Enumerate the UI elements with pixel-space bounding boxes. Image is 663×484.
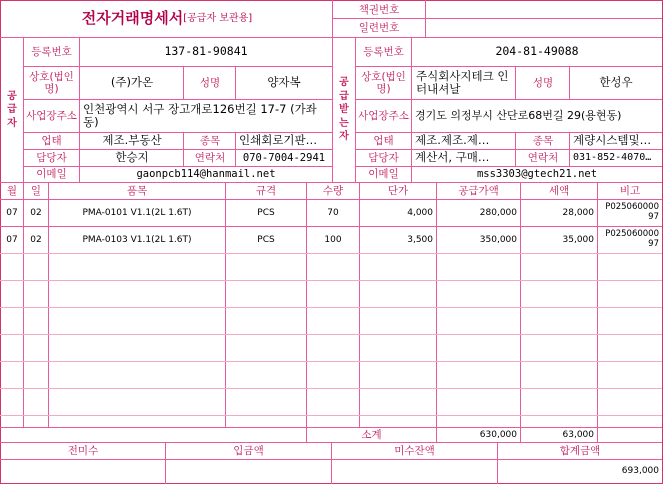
grid-line [569,66,570,99]
receiver-name-label: 성명 [532,76,554,89]
supplier-phone: 070-7004-2941 [242,151,326,164]
grid-line [355,132,662,133]
receiver-company: 주식회사지테크 인터내셔날 [416,68,509,96]
supplier-contact-label: 담당자 [36,151,67,164]
supplier-business-item-label: 종목 [199,134,221,147]
item-spec: PCS [257,207,275,218]
grid-line [235,132,236,166]
grid-line [0,459,662,460]
col-header-day: 일 [30,184,42,197]
grid-line [0,37,662,38]
item-qty: 70 [327,207,339,218]
subtotal-label: 소계 [361,428,382,441]
col-header-spec: 규격 [255,184,277,197]
item-tax: 35,000 [562,234,594,245]
receiver-reg-no-label: 등록번호 [363,45,404,58]
receiver-email[interactable]: mss3303@gtech21.net [476,168,598,181]
supplier-business-item: 인쇄회로기판… [239,133,318,148]
item-day: 02 [30,207,42,218]
grid-line [355,166,662,167]
receiver-business-type: 제조.제조.제… [415,133,490,148]
grid-line [355,66,662,67]
grid-line [0,199,662,200]
grid-line [0,280,662,281]
grid-line [497,442,498,484]
col-header-unit-price: 단가 [387,184,409,197]
receiver-phone-label: 연락처 [527,151,559,164]
supplier-name: 양자복 [267,75,301,90]
supplier-email-label: 이메일 [36,168,67,181]
grid-line [165,442,166,484]
grid-line [23,37,24,182]
grid-line [332,18,662,19]
grid-line [23,166,332,167]
grid-line [331,442,332,484]
footer-unpaid-balance-label: 미수잔액 [394,444,435,457]
grid-line [597,182,598,428]
grid-line [515,66,516,99]
grid-line [79,37,80,182]
grid-line [0,182,662,183]
col-header-qty: 수량 [322,184,344,197]
grid-line [183,66,184,99]
grid-line [0,334,662,335]
grid-line [235,66,236,99]
subtotal-supply: 630,000 [479,429,517,440]
serial-no-label: 일련번호 [358,21,400,34]
supplier-name-label: 성명 [199,76,221,89]
grid-line [0,307,662,308]
supplier-email[interactable]: gaonpcb114@hanmail.net [136,168,276,181]
item-note: P025060000 97 [605,202,659,222]
grid-line [225,182,226,428]
supplier-side-label: 공 급 자 [7,90,17,129]
supplier-company-label: 상호(법인명) [29,70,74,95]
supplier-company: (주)가온 [110,75,154,90]
receiver-phone: 031-852-4070… [573,152,652,164]
item-qty: 100 [324,234,342,245]
item-note: P025060000 97 [605,229,659,249]
supplier-address: 인천광역시 서구 장고개로126번길 17-7 (가좌동) [83,101,317,129]
item-name: PMA-0101 V1.1(2L 1.6T) [82,207,192,218]
item-month: 07 [6,207,18,218]
grid-line [355,149,662,150]
grid-line [306,427,307,442]
grid-line [436,182,437,428]
grid-line [0,427,662,428]
footer-deposit-label: 입금액 [233,444,264,457]
grid-line [569,132,570,166]
col-header-month: 월 [6,184,18,197]
grid-line [359,182,360,428]
grid-line [355,99,662,100]
grid-line [520,427,521,442]
receiver-name: 한성우 [599,75,633,90]
supplier-phone-label: 연락처 [194,151,226,164]
grid-line [0,388,662,389]
footer-total-label: 합계금액 [559,444,601,457]
receiver-side-label: 공 급 받 는 자 [339,77,349,143]
grid-line [48,182,49,428]
grid-line [597,427,598,442]
document-title [1,1,333,37]
item-supply: 280,000 [479,207,517,218]
supplier-address-label: 사업장주소 [26,109,77,122]
grid-line [23,99,332,100]
receiver-address: 경기도 의정부시 산단로68번길 29(용현동) [415,108,622,122]
item-day: 02 [30,234,42,245]
receiver-contact-label: 담당자 [368,151,399,164]
title-main: 전자거래명세서 [81,9,184,28]
supplier-contact-person: 한승지 [115,150,149,165]
footer-prev-unpaid-label: 전미수 [67,444,99,457]
supplier-reg-no-label: 등록번호 [31,45,72,58]
col-header-item: 품목 [126,184,148,197]
grid-line [0,253,662,254]
title-sub: [공급자 보관용] [183,13,253,25]
subtotal-tax: 63,000 [562,429,594,440]
item-supply: 350,000 [479,234,517,245]
receiver-contact-person: 계산서, 구매… [415,150,490,165]
supplier-reg-no: 137-81-90841 [164,44,248,59]
grid-line [411,37,412,182]
grid-line [355,37,356,182]
item-tax: 28,000 [562,207,594,218]
col-header-note: 비고 [619,184,641,197]
grid-line [520,182,521,428]
receiver-reg-no: 204-81-49088 [495,44,579,59]
receiver-email-label: 이메일 [368,168,399,181]
grid-line [0,361,662,362]
receiver-company-label: 상호(법인명) [361,70,406,95]
receiver-business-type-label: 업태 [373,134,394,147]
grid-line [436,427,437,442]
item-unit-price: 4,000 [407,207,433,218]
grid-line [0,226,662,227]
grid-line [23,182,24,428]
col-header-supply: 공급가액 [458,184,499,197]
item-unit-price: 3,500 [407,234,433,245]
grid-line [332,0,333,182]
grid-line [306,182,307,428]
footer-total-amount: 693,000 [621,466,659,477]
grid-line [0,415,662,416]
book-no-label: 책권번호 [358,3,400,16]
receiver-address-label: 사업장주소 [358,109,409,122]
supplier-business-type: 제조.부동산 [102,133,162,148]
item-month: 07 [6,234,18,245]
grid-line [23,132,332,133]
item-name: PMA-0103 V1.1(2L 1.6T) [82,234,192,245]
col-header-tax: 세액 [548,184,570,197]
receiver-business-item-label: 종목 [532,134,554,147]
grid-line [183,132,184,166]
receiver-business-item: 계량시스템및… [573,133,652,148]
grid-line [23,149,332,150]
grid-line [515,132,516,166]
supplier-business-type-label: 업태 [41,134,62,147]
grid-line [23,66,332,67]
item-spec: PCS [257,234,275,245]
